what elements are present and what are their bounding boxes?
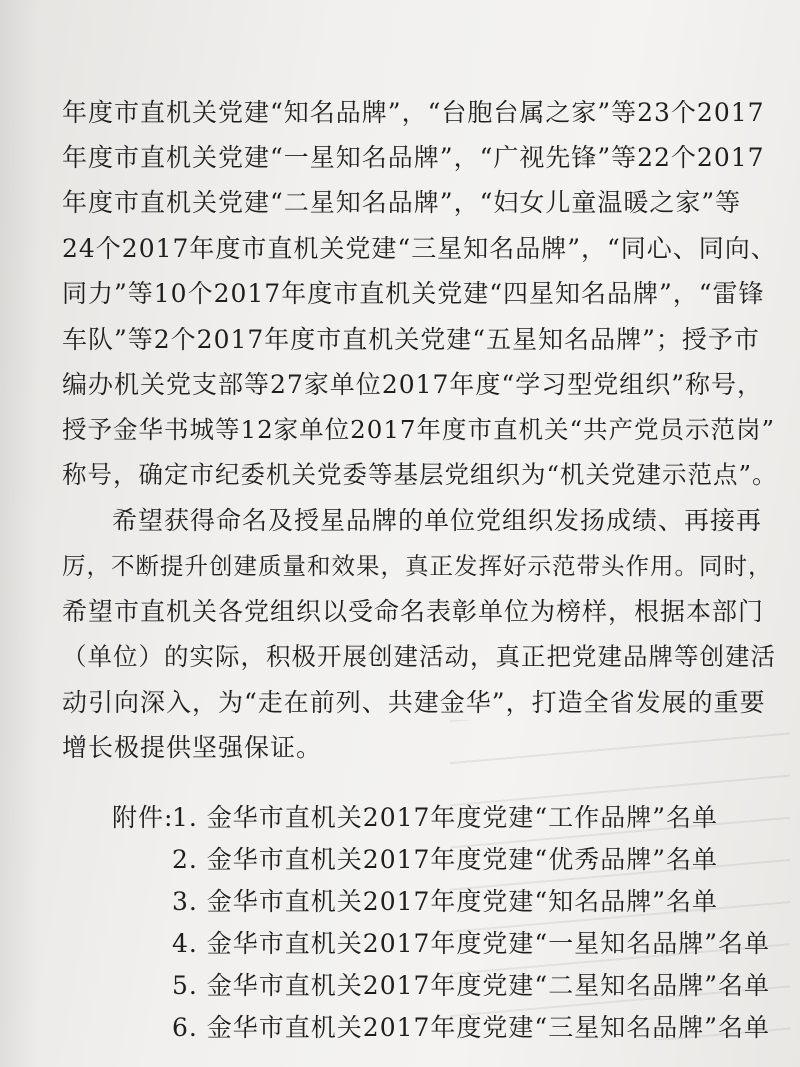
text-line: 希望市直机关各党组织以受命名表彰单位为榜样，根据本部门 xyxy=(62,597,765,626)
text-line: 编办机关党支部等27家单位2017年度“学习型党组织”称号， xyxy=(62,370,763,399)
text-line: 动引向深入，为“走在前列、共建金华”，打造全省发展的重要 xyxy=(62,688,766,717)
text-line: 年度市直机关党建“一星知名品牌”，“广视先锋”等22个2017 xyxy=(62,143,765,172)
text-line: 年度市直机关党建“二星知名品牌”，“妇女儿童温暖之家”等 xyxy=(62,188,742,217)
text-line: 同力”等10个2017年度市直机关党建“四星知名品牌”，“雷锋 xyxy=(62,279,765,308)
page-shadow xyxy=(0,0,40,1067)
text-line: 称号，确定市纪委机关党委等基层党组织为“机关党建示范点”。 xyxy=(62,460,778,489)
text-line: 希望获得命名及授星品牌的单位党组织发扬成绩、再接再 xyxy=(112,506,763,535)
attachments-label: 附件: xyxy=(112,803,174,832)
attachment-item: 4. 金华市直机关2017年度党建“一星知名品牌”名单 xyxy=(172,929,770,958)
attachment-item: 3. 金华市直机关2017年度党建“知名品牌”名单 xyxy=(172,887,718,916)
attachment-item: 5. 金华市直机关2017年度党建“二星知名品牌”名单 xyxy=(172,971,770,1000)
text-line: （单位）的实际，积极开展创建活动，真正把党建品牌等创建活 xyxy=(62,642,776,671)
text-line: 24个2017年度市直机关党建“三星知名品牌”，“同心、同向、 xyxy=(62,234,777,263)
attachment-item: 6. 金华市直机关2017年度党建“三星知名品牌”名单 xyxy=(172,1013,770,1042)
text-line: 授予金华书城等12家单位2017年度市直机关“共产党员示范岗” xyxy=(62,415,776,444)
text-line: 年度市直机关党建“知名品牌”，“台胞台属之家”等23个2017 xyxy=(62,98,765,127)
text-line: 增长极提供坚强保证。 xyxy=(62,733,323,762)
attachment-item: 2. 金华市直机关2017年度党建“优秀品牌”名单 xyxy=(172,845,718,874)
text-line: 厉，不断提升创建质量和效果，真正发挥好示范带头作用。同时， xyxy=(62,552,773,580)
text-line: 车队”等2个2017年度市直机关党建“五星知名品牌”；授予市 xyxy=(62,325,760,354)
attachment-item: 1. 金华市直机关2017年度党建“工作品牌”名单 xyxy=(172,803,718,832)
